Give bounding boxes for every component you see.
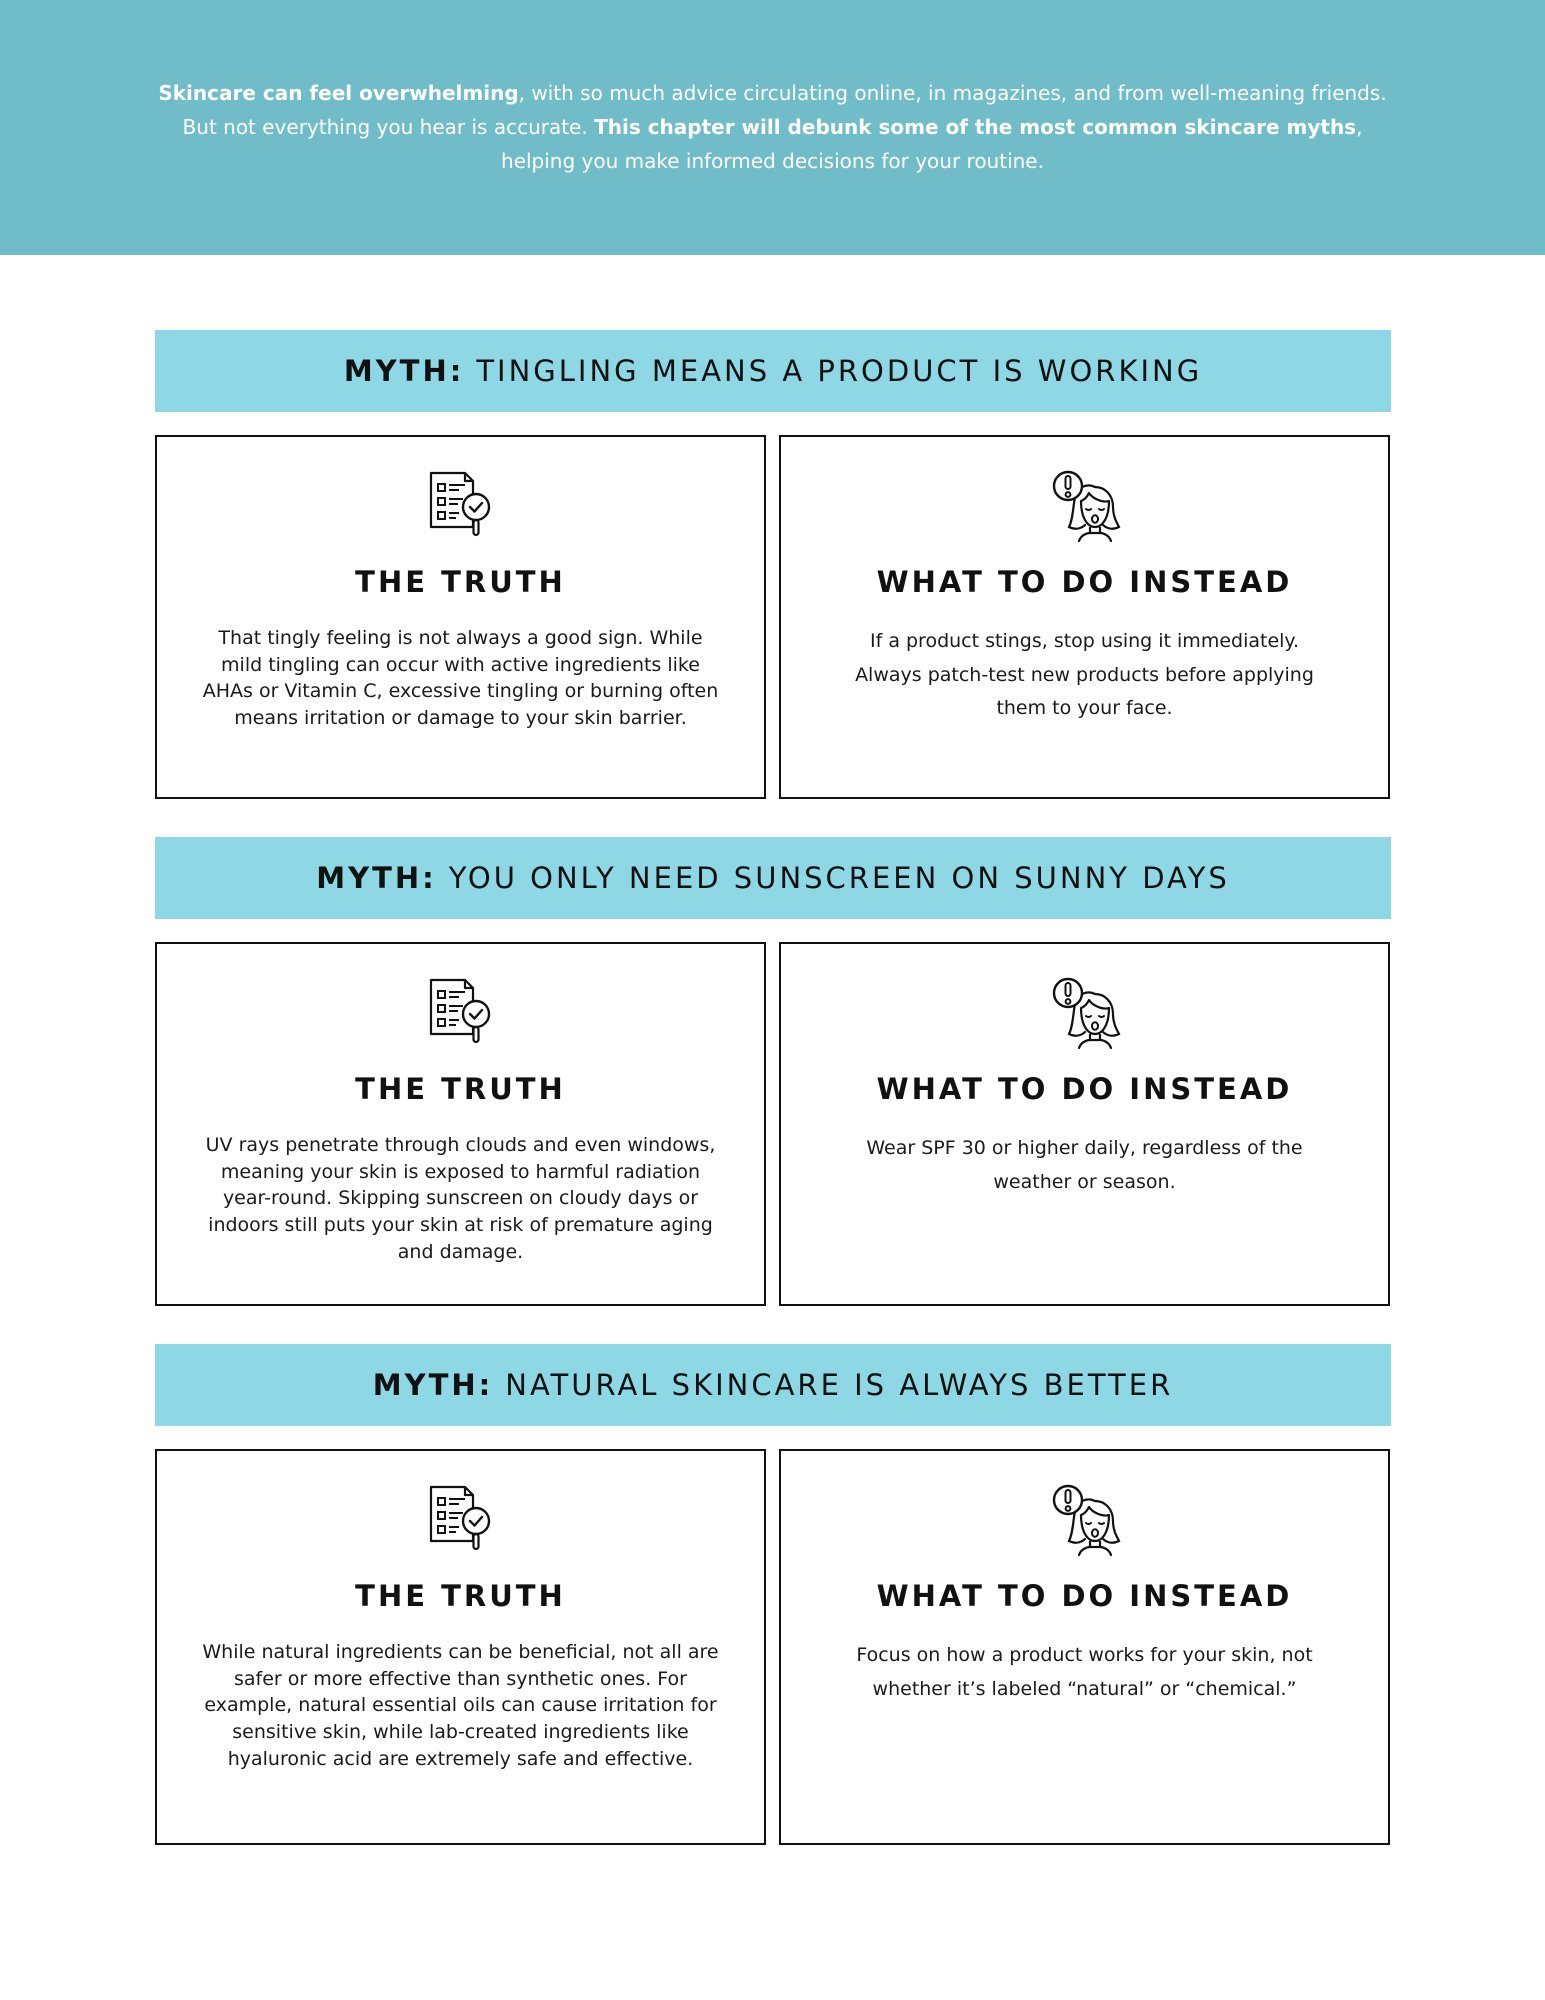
truth-text: While natural ingredients can be beneficial, not all are safer or more effective than synthetic ones. For example, natural essential oils can cause irritation for sensitive skin, while lab-created ingredients like hyaluronic acid are extremely safe and effective.	[202, 1641, 719, 1770]
truth-text: That tingly feeling is not always a good sign. While mild tingling can occur with active ingredients like AHAs or Vitamin C, excessive tingling or burning often means irritation or damage to your skin barrier.	[202, 627, 719, 730]
truth-heading: THE TRUTH	[355, 1072, 566, 1106]
intro-bold-2: This chapter will debunk some of the most common skincare myths	[594, 115, 1357, 139]
truth-heading: THE TRUTH	[355, 565, 566, 599]
myth-title: NATURAL SKINCARE IS ALWAYS BETTER	[505, 1368, 1174, 1402]
intro-text	[143, 76, 1403, 178]
myth-tag: MYTH:	[372, 1368, 494, 1402]
todo-card-1	[779, 435, 1390, 799]
todo-text: Focus on how a product works for your skin, not whether it’s labeled “natural” or “chemical.”	[856, 1644, 1313, 1700]
checklist-magnifier-icon	[425, 469, 497, 545]
todo-heading: WHAT TO DO INSTEAD	[876, 565, 1293, 599]
todo-text: If a product stings, stop using it immediately. Always patch-test new products before applying them to your face.	[855, 630, 1314, 719]
myth-title: YOU ONLY NEED SUNSCREEN ON SUNNY DAYS	[448, 861, 1230, 895]
myth-title: TINGLING MEANS A PRODUCT IS WORKING	[476, 354, 1203, 388]
myth-banner-1	[155, 330, 1391, 412]
truth-heading: THE TRUTH	[355, 1579, 566, 1613]
truth-card-3	[155, 1449, 766, 1845]
todo-card-2	[779, 942, 1390, 1306]
truth-card-1	[155, 435, 766, 799]
woman-alert-icon	[1049, 1483, 1121, 1559]
todo-card-3	[779, 1449, 1390, 1845]
todo-heading: WHAT TO DO INSTEAD	[876, 1072, 1293, 1106]
myth-banner-3	[155, 1344, 1391, 1426]
truth-text: UV rays penetrate through clouds and even windows, meaning your skin is exposed to harmful radiation year-round. Skipping sunscreen on cloudy days or indoors still puts your skin at risk of premature aging and damage.	[205, 1134, 716, 1263]
myth-tag: MYTH:	[343, 354, 465, 388]
woman-alert-icon	[1049, 469, 1121, 545]
checklist-magnifier-icon	[425, 1483, 497, 1559]
intro-bold-1: Skincare can feel overwhelming	[158, 81, 519, 105]
woman-alert-icon	[1049, 976, 1121, 1052]
myth-banner-2	[155, 837, 1391, 919]
checklist-magnifier-icon	[425, 976, 497, 1052]
intro-banner	[0, 0, 1545, 255]
intro-text-1: , with so much advice circulating online, in magazines, and from well-meaning friends. But not everything you hear is accurate.	[182, 81, 1387, 139]
intro-text-2: , helping you make informed decisions for your routine.	[501, 115, 1363, 173]
myth-tag: MYTH:	[316, 861, 437, 895]
todo-heading: WHAT TO DO INSTEAD	[876, 1579, 1293, 1613]
truth-card-2	[155, 942, 766, 1306]
todo-text: Wear SPF 30 or higher daily, regardless of the weather or season.	[866, 1137, 1303, 1193]
